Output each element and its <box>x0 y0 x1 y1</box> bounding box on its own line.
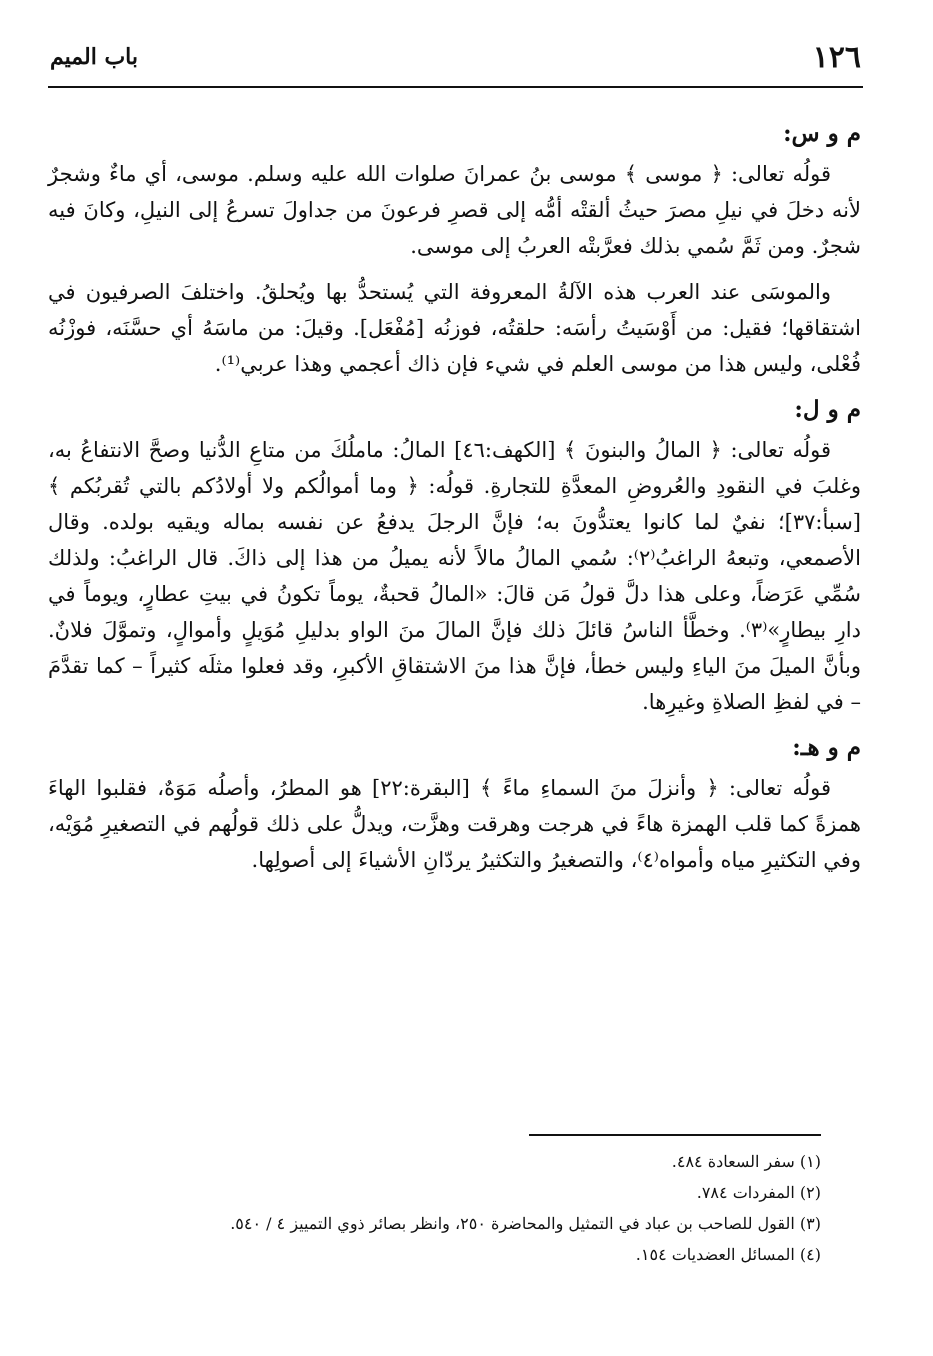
page-number: ١٢٦ <box>812 40 861 75</box>
main-text <box>48 108 861 888</box>
entry-mws <box>48 116 861 382</box>
footnote-4: (٤) المسائل العضديات ١٥٤. <box>635 1245 821 1264</box>
footnote-2: (٢) المفردات ٧٨٤. <box>696 1183 821 1202</box>
entry-heading: م و ل: <box>794 396 861 423</box>
entry-mwh <box>48 730 861 878</box>
footnote-divider <box>529 1134 821 1136</box>
entry-heading: م و س: <box>783 120 861 147</box>
entry-heading: م و هـ: <box>792 734 861 761</box>
footnote-1: (١) سفر السعادة ٤٨٤. <box>671 1152 821 1171</box>
paragraph: قولُه تعالى: ﴿ موسى ﴾ موسى بنُ عمرانَ صلوات الله عليه وسلم. موسى، أي ماءٌ وشجرٌ لأنه دخلَ في نيلِ مصرَ حيثُ ألقتْه أمُّه إلى قصرِ فرعونَ من جداولَ تسرعُ إلى النيلِ، وكانَ فيه شجرٌ. ومن ثَمَّ سُمي بذلك فعرَّبتْه العربُ إلى موسى. <box>48 162 861 258</box>
chapter-title: باب الميم <box>50 44 139 70</box>
paragraph: قولُه تعالى: ﴿ المالُ والبنونَ ﴾ [الكهف:٤٦] المالُ: ماملُكَ من متاعِ الدُّنيا وصحَّ الانتفاعُ به، وغلبَ في النقودِ والعُروضِ المعدَّةِ للتجارةِ. قولُه: ﴿ وما أموالُكم ولا أولادُكم بالتي تُقربُكم ﴾ [سبأ:٣٧]؛ نفيٌ لما كانوا يعتدُّونَ به؛ فإنَّ الرجلَ يدفعُ عن نفسه بماله ويقيه بولده. وقال الأصمعي، وتبعهُ الراغبُ⁽٢⁾: سُمي المالُ مالاً لأنه يميلُ من هذا إلى ذاكَ. قال الراغبُ: ولذلك سُمِّي عَرَضاً، وعلى هذا دلَّ قولُ مَن قالَ: «المالُ قحبةٌ، يوماً تكونُ في بيتِ عطارٍ، ويوماً في دارِ بيطارٍ»⁽٣⁾. وخطَّأ الناسُ قائلَ ذلك فإنَّ المالَ منَ الواو بدليلِ مُوَيلٍ وأموالٍ، وتموَّلَ فلانٌ. وبأنَّ الميلَ منَ الياءِ وليس خطأ، فإنَّ هذا منَ الاشتقاقِ الأكبرِ، وقد فعلوا مثلَه كثيراً – كما تقدَّمَ – في لفظِ الصلاةِ وغيرِها. <box>48 438 861 714</box>
page-header <box>50 38 861 78</box>
footnote-3: (٣) القول للصاحب بن عباد في التمثيل والمحاضرة ٢٥٠، وانظر بصائر ذوي التمييز ٤ / ٥٤٠. <box>230 1214 821 1233</box>
paragraph: قولُه تعالى: ﴿ وأنزلَ منَ السماءِ ماءً ﴾ [البقرة:٢٢] هو المطرُ، وأصلُه مَوَهٌ، فقلبوا الهاءَ همزةً كما قلب الهمزة هاءً في هرجت وهرقت وهزَّت، ويدلُّ على ذلك قولُهم في التصغيرِ مُوَيْه، وفي التكثيرِ مياه وأمواه⁽٤⁾، والتصغيرُ والتكثيرُ يردّانِ الأشياءَ إلى أصولِها. <box>48 776 861 872</box>
header-divider <box>48 86 863 88</box>
entry-mwl <box>48 392 861 720</box>
footnotes <box>60 1146 821 1270</box>
paragraph: والموسَى عند العرب هذه الآلةُ المعروفة التي يُستحدُّ بها ويُحلقُ. واختلفَ الصرفيون في اشتقاقها؛ فقيل: من أَوْسَيتُ رأسَه: حلقتُه، فوزنُه [مُفْعَل]. وقيلَ: من ماسَهُ أي حسَّنَه، فوزْنُه فُعْلى، وليس هذا من موسى العلم في شيء فإن ذاك أعجمي وهذا عربي⁽¹⁾. <box>48 280 861 376</box>
